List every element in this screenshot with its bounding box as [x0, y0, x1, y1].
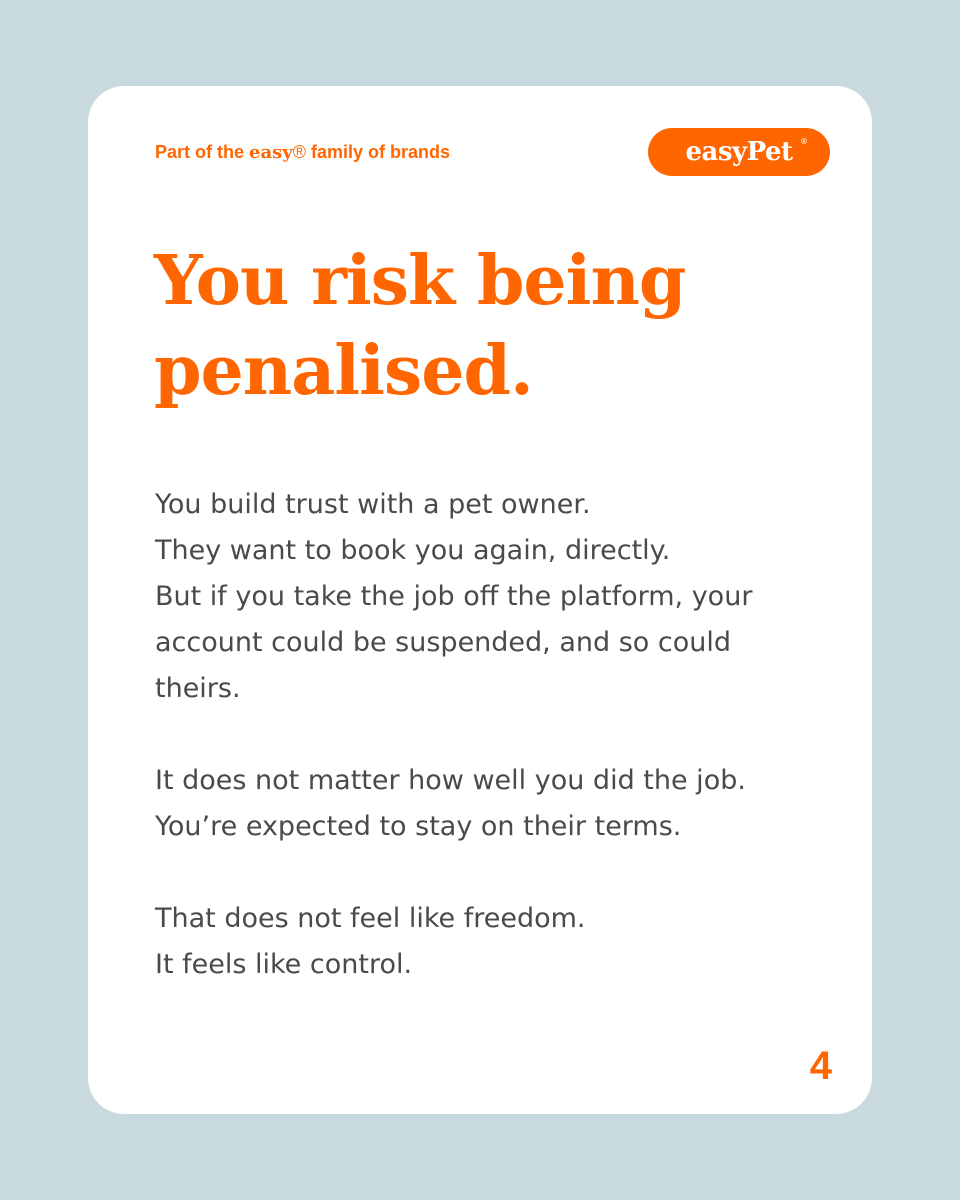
- body-copy: [155, 482, 815, 1034]
- tagline-prefix: Part of the: [155, 142, 245, 162]
- body-line: theirs.: [155, 673, 241, 704]
- body-line: They want to book you again, directly.: [155, 535, 671, 566]
- body-line: account could be suspended, and so could: [155, 627, 732, 658]
- brand-tagline: [155, 142, 450, 163]
- body-line: It does not matter how well you did the job.: [155, 765, 746, 796]
- slide-card: [88, 86, 872, 1114]
- body-line: You’re expected to stay on their terms.: [155, 811, 682, 842]
- tagline-registered-mark: ®: [292, 142, 307, 162]
- body-line: You build trust with a pet owner.: [155, 489, 591, 520]
- headline: You risk being penalised.: [154, 241, 686, 411]
- body-line: That does not feel like freedom.: [155, 903, 586, 934]
- paragraph: [155, 896, 815, 988]
- page-number: 4: [809, 1044, 832, 1088]
- easypet-logo: [648, 128, 830, 176]
- logo-registered-mark: ®: [800, 137, 808, 146]
- tagline-brand: easy: [249, 142, 293, 163]
- paragraph: [155, 482, 815, 712]
- tagline-suffix: family of brands: [311, 142, 451, 162]
- logo-text: easyPet: [685, 137, 793, 167]
- body-line: It feels like control.: [155, 949, 413, 980]
- paragraph: [155, 758, 815, 850]
- body-line: But if you take the job off the platform, your: [155, 581, 753, 612]
